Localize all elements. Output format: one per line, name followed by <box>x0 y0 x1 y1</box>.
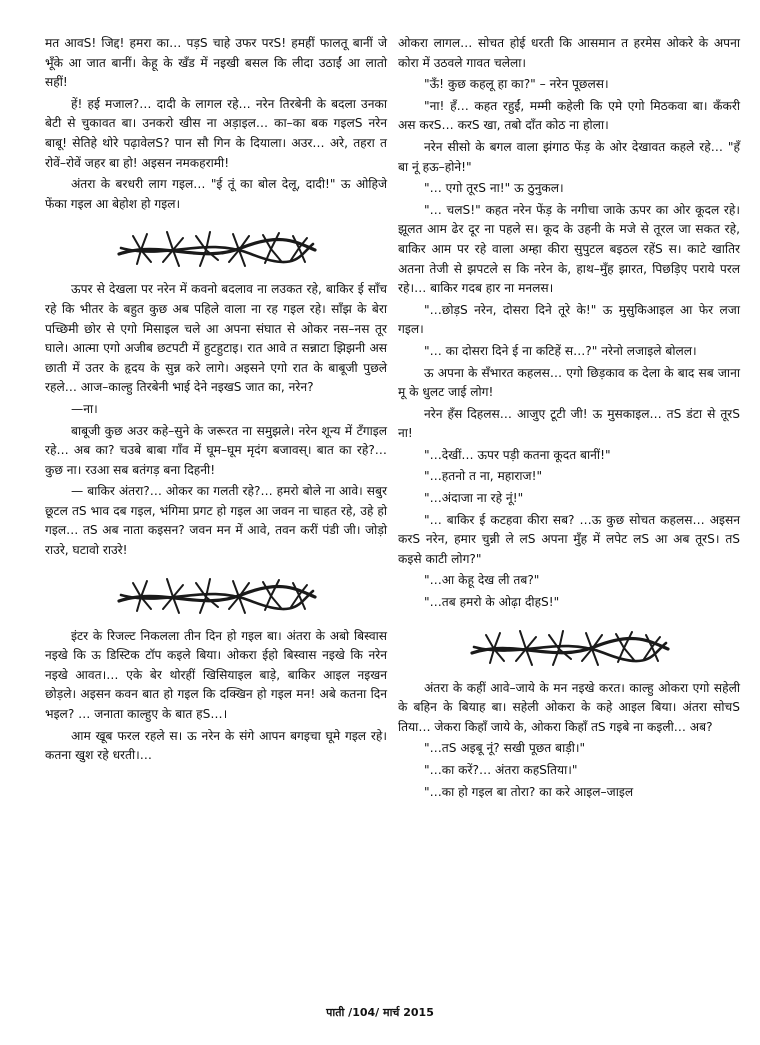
thorn-divider-icon <box>464 619 674 675</box>
paragraph: "…का करें?… अंतरा कहSतिया।" <box>424 763 578 777</box>
paragraph: अंतरा के बरधरी लाग गइल… "ई तूं का बोल देलू, दादी!" ऊ ओहिजे फेंका गइल आ बेहोश हो गइल। <box>45 177 387 211</box>
paragraph: "…छोड़S नरेन, दोसरा दिने तूरे के!" ऊ मुसुकिआइल आ फेर लजा गइल। <box>398 302 740 337</box>
paragraph: "ऊँ! कुछ कहलू हा का?" – नरेन पूछलस। <box>424 77 609 92</box>
paragraph: "…तS अइबू नूं? सखी पूछत बाड़ी।" <box>424 741 586 756</box>
paragraph: "…आ केहू देख ली तब?" <box>424 573 540 588</box>
paragraph: "ना! हँ… कहत रहुईं, मम्मी कहेली कि एमे एगो मिठकवा बा। कँकरी अस करS… करS खा, तबो दाँत कोठ ना होला। <box>398 98 740 133</box>
paragraph: "…देखीं… ऊपर पड़ी कतना कूदत बानीं!" <box>424 447 611 462</box>
paragraph: मत आवS! जिद्द! हमरा का… पड़S चाहे उफर परS! हमहीं फालतू बानीं जे भूँके आ जात बानीं। केहू के खँड में नइखी बसल कि लीदा उठाईं आ लातो सहीं! <box>45 36 387 90</box>
right-column <box>398 34 740 804</box>
paragraph: "… चलS!" कहत नरेन फेंड़ के नगीचा जाके ऊपर का ओर कूदल रहे। झूलत आम ढेर दूर ना पहले स। कूद के उहनी के मजे से तूरल जा सकत रहे, बाकिर आम पर रहे वाला अम्हा कीरा सुपुटल बइठल रहेंS स। काटे खातिर अतना तेजी से झपटले स कि नरेन के, हाथ–मुँह झारत, पिछड़िए पराये परल रहे।… बाकिर गदब हार ना मनलस। <box>398 202 740 296</box>
paragraph: "…हतनो त ना, महाराज!" <box>424 469 543 484</box>
paragraph: ऊ अपना के सँभारत कहलस… एगो छिड़काव क देला के बाद सब जाना मू के धुलट जाई लोग! <box>398 365 740 400</box>
paragraph: हें! हई मजाल?… दादी के लागल रहे… नरेन तिरबेनी के बदला उनका बेटी से चुकावत बा। उनकरो खीस ना अड़ाइल… का–का बक गइलS नरेन बाबू! सेतिहे थोरे पढ़ावेलS? पान सौ गिन के दियाला। अउर… अरे, तहरा त रोवें–रोवें जहर बा हो! अइसन नमकहरामी! <box>45 96 387 170</box>
paragraph: इंटर के रिजल्ट निकलला तीन दिन हो गइल बा। अंतरा के अबो बिस्वास नइखे कि ऊ डिस्टिक टॉप कइले बिया। ओकरा ईहो बिस्वास नइखे कि नरेन नइखे आवत।… एके बेर थोरहीं खिसियाइल बाड़े, बाकिर आइल नइखन छोड़ले। अइसन कवन बात हो गइल कि दक्खिन हो गइल मन! अबे कतना दिन भइल? … जनाता काल्हुए के बात हS…। <box>45 628 387 722</box>
left-column <box>45 34 387 768</box>
paragraph: आम खूब फरल रहले स। ऊ नरेन के संगे आपन बगइचा घूमे गइल रहे। कतना खुश रहे धरती।… <box>45 728 387 763</box>
paragraph: "…अंदाजा ना रहे नूं!" <box>424 491 524 506</box>
paragraph: बाबूजी कुछ अउर कहे–सुने के जरूरत ना समुझले। नरेन शून्य में टँगाइल रहे… अब का? चउबे बाबा गाँव में घूम–घूम मृदंग बजावस्। बात का रहे?… कुछ ना। रउआ सब बतंगड़ बना दिहनी! <box>45 423 387 477</box>
paragraph: "…का हो गइल बा तोरा? का करे आइल–जाइल <box>424 784 634 799</box>
page-footer: पाती /104/ मार्च 2015 <box>326 1006 434 1019</box>
paragraph: ओकरा लागल… सोचत होई धरती कि आसमान त हरमेस ओकरे के अपना कोरा में उठवले गावत चलेला। <box>398 36 740 70</box>
paragraph: अंतरा के कहीं आवे–जाये के मन नइखे करत। काल्हु ओकरा एगो सहेली के बहिन के बियाह बा। सहेली ओकरा के कहे आइल बिया। अंतरा सोचS तिया… जेकरा किहाँ जाये के, ओकरा किहाँ तS गइबे ना कइली… अब? <box>398 680 740 734</box>
thorn-divider-icon <box>111 220 321 276</box>
paragraph: "… बाकिर ई कटहवा कीरा सब? …ऊ कुछ सोचत कहलस… अइसन करS नरेन, हमार चुन्नी ले लS अपना मुँह में लपेट लS आ अब तूरS। तS कइसे काटी लोग?" <box>398 512 740 566</box>
thorn-divider-icon <box>111 567 321 623</box>
paragraph: नरेन हँस दिहलस… आजुए टूटी जी! ऊ मुसकाइल… तS डंटा से तूरS ना! <box>398 406 740 441</box>
paragraph: नरेन सीसो के बगल वाला झंगाठ फेंड़ के ओर देखावत कहले रहे… "हँ बा नूं हऊ–होने!" <box>398 139 740 174</box>
paragraph: ऊपर से देखला पर नरेन में कवनो बदलाव ना लउकत रहे, बाकिर ई साँच रहे कि भीतर के बहुत कुछ अब पहिले वाला ना रह गइल रहे। साँझ के बेरा पच्छिमी छोर से एगो मिसाइल चले आ अपना संघात से ओकर नस–नस तूर घाले। आत्मा एगो अजीब छटपटी में हुटहुटाइ। रात आवे त सन्नाटा झिझनी अस छाती में उतर के हृदय के सुन्न करे लागे। अइसने एगो रात के बाबूजी पुछले रहले… आज–काल्हु तिरबेनी भाई देने नइखS जात का, नरेन? <box>45 282 387 395</box>
paragraph: —ना। <box>71 401 98 416</box>
paragraph: "… एगो तूरS ना!" ऊ ठुनुकल। <box>424 181 564 196</box>
paragraph: "… का दोसरा दिने ई ना कटिहें स…?" नरेनो लजाइले बोलल। <box>424 343 697 358</box>
paragraph: — बाकिर अंतरा?… ओकर का गलती रहे?… हमरो बोले ना आवे। सबुर छूटल तS भाव दब गइल, भंगिमा प्रगट हो गइल आ जवन ना चाहत रहे, उहे हो गइल… तS अब नाता कइसन? जवन मन में आवे, तवन करीं पंडी जी। जोड़ो राउरे, घटावो राउरे! <box>45 484 387 558</box>
paragraph: "…तब हमरो के ओढ़ा दीहS!" <box>424 595 560 610</box>
